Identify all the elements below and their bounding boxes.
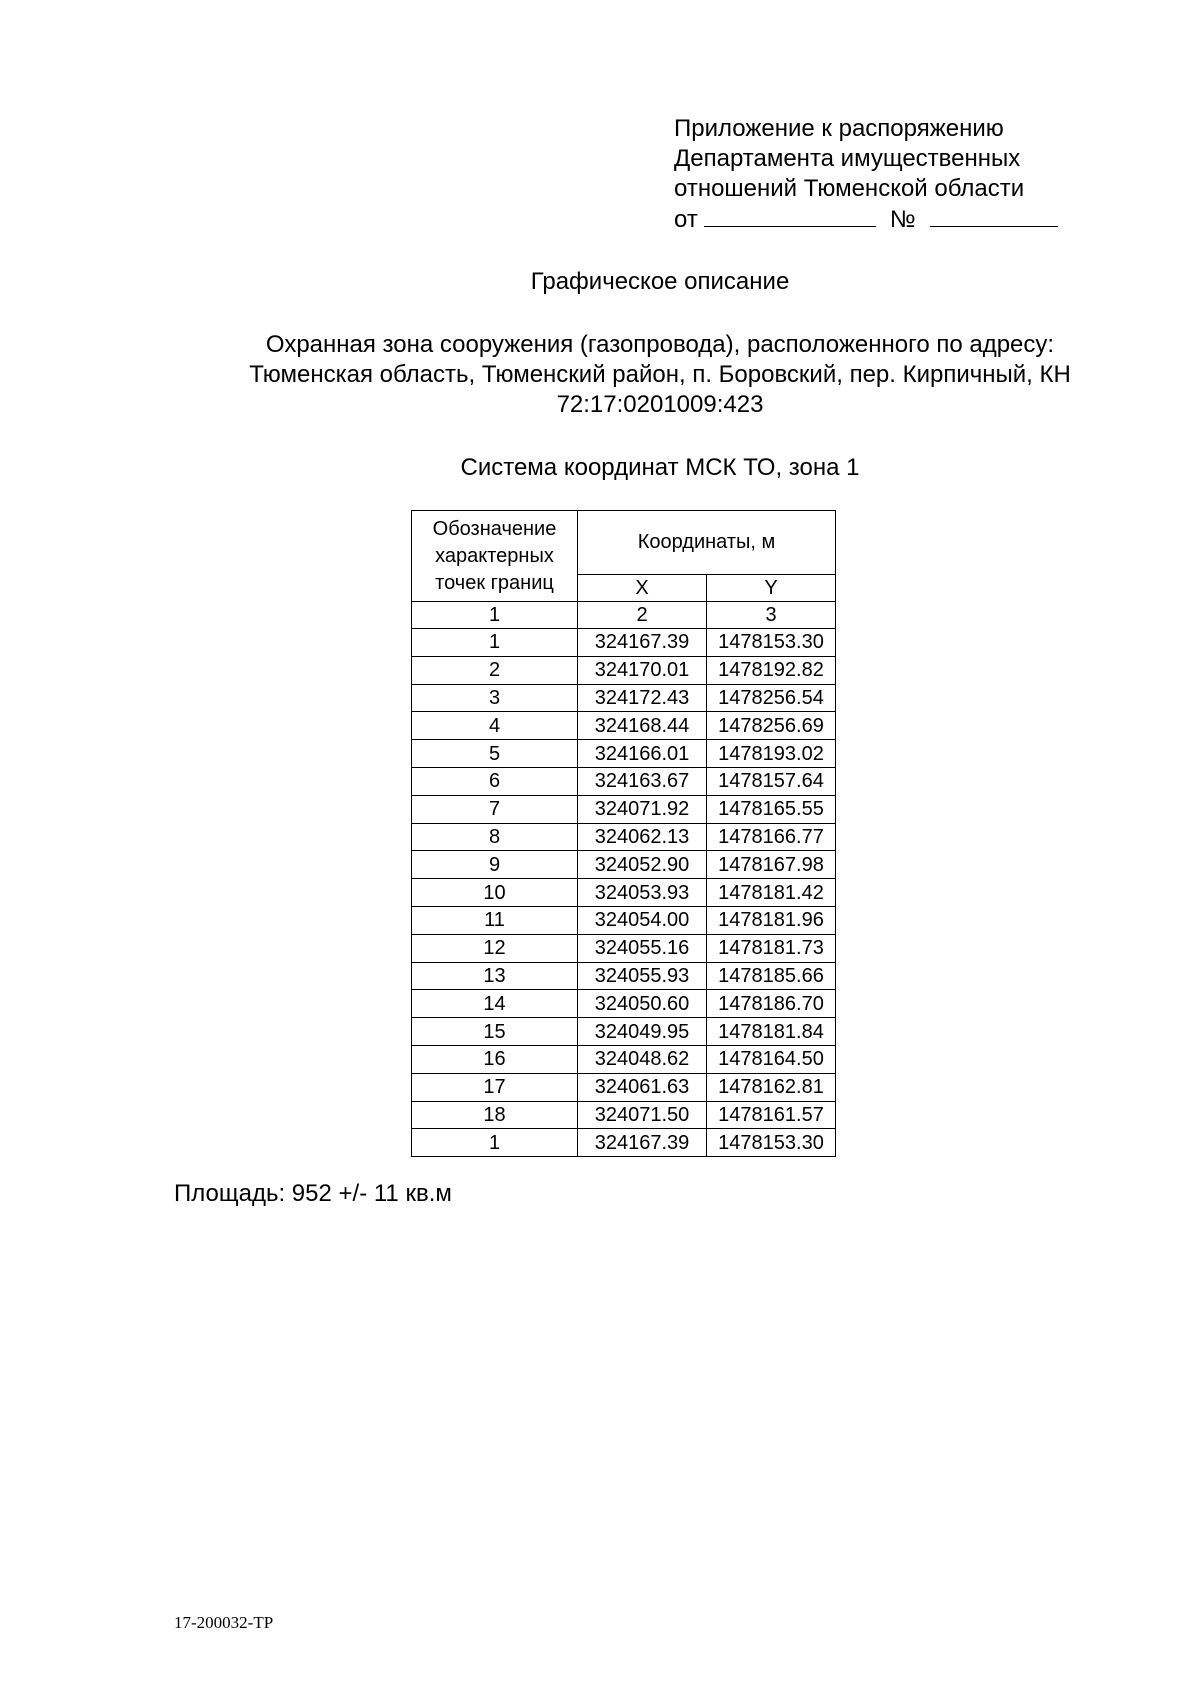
table-row [412,879,836,907]
area-text: Площадь: 952 +/- 11 кв.м [174,1180,452,1207]
x-cell: 324054.00 [578,906,707,934]
y-cell: 1478181.96 [707,906,836,934]
y-cell: 1478256.69 [707,712,836,740]
point-cell: 1 [412,1129,578,1157]
header-y: Y [707,575,836,602]
x-cell: 324163.67 [578,767,707,795]
point-cell: 9 [412,851,578,879]
x-cell: 324167.39 [578,1129,707,1157]
y-cell: 1478166.77 [707,823,836,851]
footer-code: 17-200032-ТР [174,1613,274,1632]
x-cell: 324052.90 [578,851,707,879]
table-row [412,684,836,712]
table-row [412,1018,836,1046]
table-row [412,656,836,684]
object-line-1: Охранная зона сооружения (газопровода), расположенного по адресу: [265,331,1055,358]
coordinates-table [411,510,836,1157]
point-cell: 16 [412,1045,578,1073]
number-prefix: № [889,206,916,233]
x-cell: 324061.63 [578,1073,707,1101]
y-cell: 1478153.30 [707,1129,836,1157]
number-blank [930,204,1058,227]
table-row [412,629,836,657]
y-cell: 1478181.42 [707,879,836,907]
appendix-line-3: отношений Тюменской области [674,175,1025,202]
point-cell: 11 [412,906,578,934]
point-cell: 7 [412,795,578,823]
x-cell: 324167.39 [578,629,707,657]
object-description [0,330,1200,420]
point-cell: 2 [412,656,578,684]
x-cell: 324053.93 [578,879,707,907]
y-cell: 1478161.57 [707,1101,836,1129]
table-row [412,823,836,851]
x-cell: 324170.01 [578,656,707,684]
column-number: 1 [412,602,578,629]
point-cell: 1 [412,629,578,657]
y-cell: 1478165.55 [707,795,836,823]
table-row [412,962,836,990]
y-cell: 1478192.82 [707,656,836,684]
y-cell: 1478181.84 [707,1018,836,1046]
table-row [412,740,836,768]
table-row [412,1045,836,1073]
point-cell: 5 [412,740,578,768]
y-cell: 1478153.30 [707,629,836,657]
y-cell: 1478256.54 [707,684,836,712]
appendix-line-1: Приложение к распоряжению [674,115,1004,142]
date-blank [704,204,876,227]
y-cell: 1478193.02 [707,740,836,768]
point-cell: 13 [412,962,578,990]
object-line-2: Тюменская область, Тюменский район, п. Боровский, пер. Кирпичный, КН [249,361,1071,388]
point-cell: 10 [412,879,578,907]
table-row [412,1073,836,1101]
y-cell: 1478181.73 [707,934,836,962]
table-row [412,795,836,823]
point-cell: 8 [412,823,578,851]
point-cell: 17 [412,1073,578,1101]
table-row [412,1129,836,1157]
date-prefix: от [674,206,698,233]
column-number: 2 [578,602,707,629]
x-cell: 324062.13 [578,823,707,851]
point-cell: 6 [412,767,578,795]
appendix-line-2: Департамента имущественных [674,145,1021,172]
y-cell: 1478167.98 [707,851,836,879]
coordinate-system: Система координат МСК ТО, зона 1 [460,454,860,481]
appendix-header [674,114,1058,235]
document-title: Графическое описание [530,268,790,295]
table-row [412,712,836,740]
object-line-3: 72:17:0201009:423 [556,391,764,418]
x-cell: 324071.92 [578,795,707,823]
x-cell: 324050.60 [578,990,707,1018]
table-row [412,767,836,795]
header-point-label: Обозначение характерных точек границ [412,511,578,602]
x-cell: 324168.44 [578,712,707,740]
point-cell: 3 [412,684,578,712]
table-row [412,934,836,962]
x-cell: 324055.16 [578,934,707,962]
column-number: 3 [707,602,836,629]
y-cell: 1478162.81 [707,1073,836,1101]
y-cell: 1478157.64 [707,767,836,795]
point-cell: 15 [412,1018,578,1046]
y-cell: 1478185.66 [707,962,836,990]
x-cell: 324166.01 [578,740,707,768]
x-cell: 324048.62 [578,1045,707,1073]
x-cell: 324071.50 [578,1101,707,1129]
table-row [412,851,836,879]
x-cell: 324172.43 [578,684,707,712]
x-cell: 324055.93 [578,962,707,990]
appendix-date-number-line [674,204,1058,235]
point-cell: 12 [412,934,578,962]
table-row [412,1101,836,1129]
point-cell: 18 [412,1101,578,1129]
x-cell: 324049.95 [578,1018,707,1046]
table-row [412,906,836,934]
header-coordinates: Координаты, м [578,511,836,575]
table-row [412,990,836,1018]
point-cell: 4 [412,712,578,740]
header-x: X [578,575,707,602]
y-cell: 1478186.70 [707,990,836,1018]
y-cell: 1478164.50 [707,1045,836,1073]
point-cell: 14 [412,990,578,1018]
